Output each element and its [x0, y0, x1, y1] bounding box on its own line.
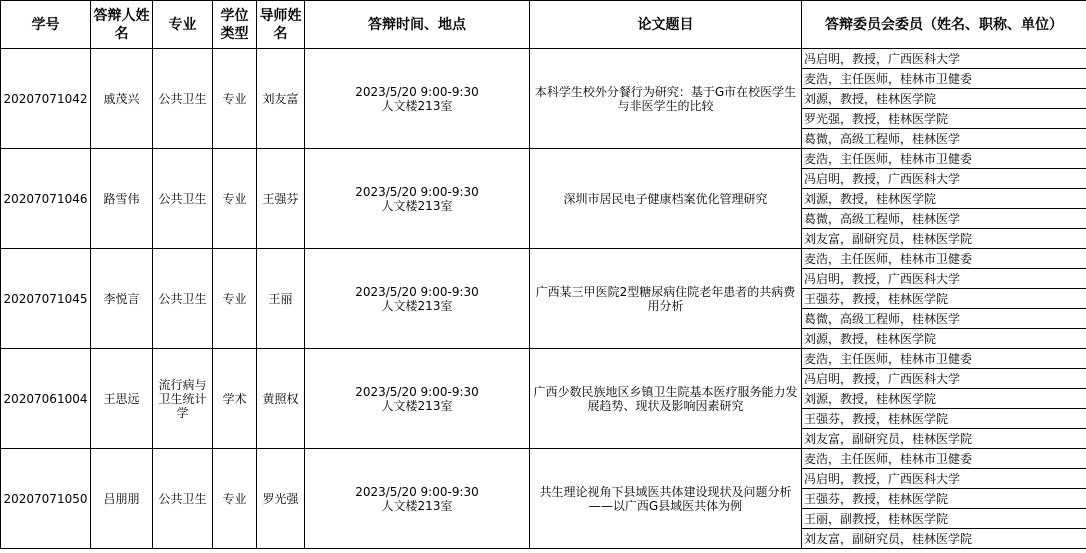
defense-place: 人文楼213室: [381, 98, 453, 113]
major-cell: 公共卫生: [153, 249, 213, 349]
table-row: [1, 449, 1086, 469]
header-committee: 答辩委员会委员（姓名、职称、单位）: [802, 1, 1086, 49]
committee-member: 葛微，高级工程师，桂林医学: [802, 209, 1086, 229]
committee-member: 刘友富，副研究员，桂林医学院: [802, 529, 1086, 549]
time-place-cell: [305, 149, 530, 249]
student-id-cell: 20207071045: [1, 249, 91, 349]
committee-member: 王强芬，教授，桂林医学院: [802, 489, 1086, 509]
table-row: [1, 249, 1086, 269]
degree-type-cell: 专业: [213, 449, 257, 549]
committee-member: 冯启明，教授，广西医科大学: [802, 369, 1086, 389]
student-id-cell: 20207061004: [1, 349, 91, 449]
committee-member: 麦浩，主任医师，桂林市卫健委: [802, 69, 1086, 89]
table-row: [1, 349, 1086, 369]
major-cell: 公共卫生: [153, 49, 213, 149]
table-row: [1, 149, 1086, 169]
header-thesis-title: 论文题目: [530, 1, 802, 49]
committee-member: 冯启明，教授，广西医科大学: [802, 269, 1086, 289]
committee-member: 冯启明，教授，广西医科大学: [802, 469, 1086, 489]
header-time-place: 答辩时间、地点: [305, 1, 530, 49]
defense-time: 2023/5/20 9:00-9:30: [355, 84, 479, 99]
advisor-cell: 王强芬: [257, 149, 305, 249]
header-name: 答辩人姓名: [91, 1, 153, 49]
thesis-title-cell: 共生理论视角下县域医共体建设现状及问题分析——以广西G县域医共体为例: [530, 449, 802, 549]
thesis-title-cell: 深圳市居民电子健康档案优化管理研究: [530, 149, 802, 249]
advisor-cell: 黄照权: [257, 349, 305, 449]
defense-place: 人文楼213室: [381, 398, 453, 413]
degree-type-cell: 专业: [213, 149, 257, 249]
degree-type-cell: 专业: [213, 49, 257, 149]
committee-member: 罗光强，教授，桂林医学院: [802, 109, 1086, 129]
header-major: 专业: [153, 1, 213, 49]
time-place-cell: [305, 49, 530, 149]
student-id-cell: 20207071046: [1, 149, 91, 249]
table-row: [1, 49, 1086, 69]
committee-member: 刘源，教授，桂林医学院: [802, 89, 1086, 109]
committee-member: 麦浩，主任医师，桂林市卫健委: [802, 449, 1086, 469]
committee-member: 冯启明，教授，广西医科大学: [802, 169, 1086, 189]
defense-place: 人文楼213室: [381, 298, 453, 313]
student-name-cell: 李悦言: [91, 249, 153, 349]
major-cell: 公共卫生: [153, 149, 213, 249]
committee-member: 刘友富，副研究员，桂林医学院: [802, 229, 1086, 249]
header-degree-type: 学位类型: [213, 1, 257, 49]
committee-member: 葛微，高级工程师，桂林医学: [802, 309, 1086, 329]
major-cell: 流行病与卫生统计学: [153, 349, 213, 449]
student-name-cell: 戚茂兴: [91, 49, 153, 149]
committee-member: 葛微，高级工程师，桂林医学: [802, 129, 1086, 149]
committee-member: 冯启明，教授，广西医科大学: [802, 49, 1086, 69]
committee-member: 刘友富，副研究员，桂林医学院: [802, 429, 1086, 449]
student-name-cell: 路雪伟: [91, 149, 153, 249]
committee-member: 麦浩，主任医师，桂林市卫健委: [802, 249, 1086, 269]
committee-member: 王丽，副教授，桂林医学院: [802, 509, 1086, 529]
advisor-cell: 王丽: [257, 249, 305, 349]
student-name-cell: 王思远: [91, 349, 153, 449]
committee-member: 麦浩，主任医师，桂林市卫健委: [802, 149, 1086, 169]
degree-type-cell: 专业: [213, 249, 257, 349]
header-student-id: 学号: [1, 1, 91, 49]
time-place-cell: [305, 249, 530, 349]
defense-place: 人文楼213室: [381, 198, 453, 213]
advisor-cell: 罗光强: [257, 449, 305, 549]
committee-member: 刘源，教授，桂林医学院: [802, 329, 1086, 349]
degree-type-cell: 学术: [213, 349, 257, 449]
thesis-title-cell: 本科学生校外分餐行为研究：基于G市在校医学生与非医学生的比较: [530, 49, 802, 149]
defense-time: 2023/5/20 9:00-9:30: [355, 484, 479, 499]
committee-member: 王强芬，教授，桂林医学院: [802, 409, 1086, 429]
committee-member: 麦浩，主任医师，桂林市卫健委: [802, 349, 1086, 369]
defense-time: 2023/5/20 9:00-9:30: [355, 284, 479, 299]
thesis-title-cell: 广西少数民族地区乡镇卫生院基本医疗服务能力发展趋势、现状及影响因素研究: [530, 349, 802, 449]
time-place-cell: [305, 449, 530, 549]
defense-place: 人文楼213室: [381, 498, 453, 513]
time-place-cell: [305, 349, 530, 449]
defense-time: 2023/5/20 9:00-9:30: [355, 184, 479, 199]
student-id-cell: 20207071042: [1, 49, 91, 149]
student-id-cell: 20207071050: [1, 449, 91, 549]
header-advisor: 导师姓名: [257, 1, 305, 49]
major-cell: 公共卫生: [153, 449, 213, 549]
advisor-cell: 刘友富: [257, 49, 305, 149]
defense-time: 2023/5/20 9:00-9:30: [355, 384, 479, 399]
header-row: [1, 1, 1086, 49]
committee-member: 刘源，教授，桂林医学院: [802, 189, 1086, 209]
committee-member: 王强芬，教授，桂林医学院: [802, 289, 1086, 309]
committee-member: 刘源，教授，桂林医学院: [802, 389, 1086, 409]
thesis-title-cell: 广西某三甲医院2型糖尿病住院老年患者的共病费用分析: [530, 249, 802, 349]
student-name-cell: 吕朋朋: [91, 449, 153, 549]
